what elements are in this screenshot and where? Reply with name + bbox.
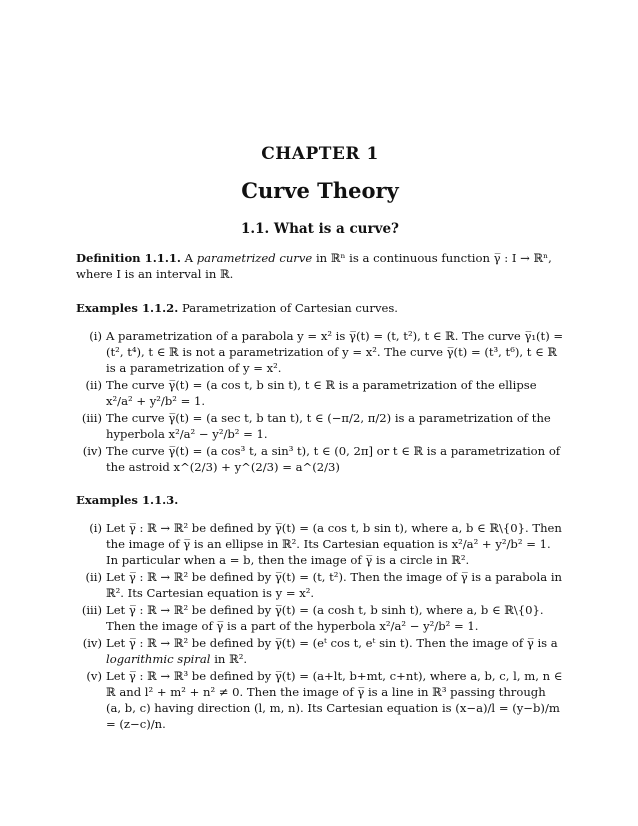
item-number: (i) [89, 521, 102, 535]
list-item [76, 443, 564, 475]
examples-label-2: Examples 1.1.3. [76, 493, 179, 507]
definition-label: Definition 1.1.1. [76, 251, 181, 265]
list-item [76, 328, 564, 376]
list-item [76, 410, 564, 442]
examples-heading-2 [76, 492, 564, 508]
definition-term: parametrized curve [196, 251, 313, 265]
list-item [76, 635, 564, 667]
item-text: The curve γ̅(t) = (a cos³ t, a sin³ t), t ∈ (0, 2π] or t ∈ ℝ is a parametrization of the astroid x^(2/3) + y^(2/3) = a^(2/3) [106, 444, 561, 474]
examples-list-1 [76, 328, 564, 476]
chapter-label: CHAPTER 1 [261, 144, 379, 164]
list-item [76, 520, 564, 568]
item-number: (v) [86, 669, 102, 683]
item-text-tail: in ℝ². [214, 652, 248, 666]
examples-label-1: Examples 1.1.2. [76, 301, 179, 315]
item-number: (ii) [85, 378, 102, 392]
item-text: A parametrization of a parabola y = x² is γ̅(t) = (t, t²), t ∈ ℝ. The curve γ̅₁(t) = (t², t⁴), t ∈ ℝ is not a parametrization of y = x². The curve γ̅(t) = (t³, t⁶), t ∈ ℝ is a parametrization of y = x². [106, 329, 564, 375]
item-text: Let γ̅ : ℝ → ℝ² be defined by γ̅(t) = (a cosh t, b sinh t), where a, b ∈ ℝ\{0}. Then the image of γ̅ is a part of the hyperbola x²/a² − y²/b² = 1. [106, 603, 544, 633]
item-number: (ii) [85, 570, 102, 584]
list-item [76, 377, 564, 409]
chapter-title: Curve Theory [241, 178, 399, 203]
item-text: Let γ̅ : ℝ → ℝ² be defined by γ̅(t) = (eᵗ cos t, eᵗ sin t). Then the image of γ̅ is a [106, 636, 558, 650]
definition [76, 250, 564, 282]
item-number: (iii) [81, 603, 102, 617]
list-item [76, 668, 564, 732]
examples-heading-1 [76, 300, 564, 316]
item-number: (i) [89, 329, 102, 343]
examples-caption-1: Parametrization of Cartesian curves. [181, 301, 398, 315]
section-title: 1.1. What is a curve? [241, 221, 399, 237]
item-text: Let γ̅ : ℝ → ℝ² be defined by γ̅(t) = (a cos t, b sin t), where a, b ∈ ℝ\{0}. Then the image of γ̅ is an ellipse in ℝ². Its Cartesian equation is x²/a² + y²/b² = 1. In particular when a = b, then the image of γ̅ is a circle in ℝ². [106, 521, 562, 567]
list-item [76, 569, 564, 601]
item-text: Let γ̅ : ℝ → ℝ² be defined by γ̅(t) = (t, t²). Then the image of γ̅ is a parabola in ℝ². Its Cartesian equation is y = x². [106, 570, 562, 600]
item-number: (iv) [82, 636, 102, 650]
definition-text-b: in ℝⁿ is a continuous function γ̅ : I → ℝⁿ, where I is an interval in ℝ. [76, 251, 552, 281]
item-number: (iv) [82, 444, 102, 458]
item-text: Let γ̅ : ℝ → ℝ³ be defined by γ̅(t) = (a+lt, b+mt, c+nt), where a, b, c, l, m, n ∈ ℝ and l² + m² + n² ≠ 0. Then the image of γ̅ is a line in ℝ³ passing through (a, b, c) having direction (l, m, n). Its Cartesian equation is (x−a)/l = (y−b)/m = (z−c)/n. [106, 669, 563, 731]
item-text: The curve γ̅(t) = (a cos t, b sin t), t ∈ ℝ is a parametrization of the ellipse x²/a² + y²/b² = 1. [106, 378, 537, 408]
item-term: logarithmic spiral [106, 652, 211, 666]
item-number: (iii) [81, 411, 102, 425]
list-item [76, 602, 564, 634]
examples-list-2 [76, 520, 564, 733]
definition-text-a: A [184, 251, 194, 265]
item-text: The curve γ̅(t) = (a sec t, b tan t), t ∈ (−π/2, π/2) is a parametrization of the hyperbola x²/a² − y²/b² = 1. [106, 411, 551, 441]
